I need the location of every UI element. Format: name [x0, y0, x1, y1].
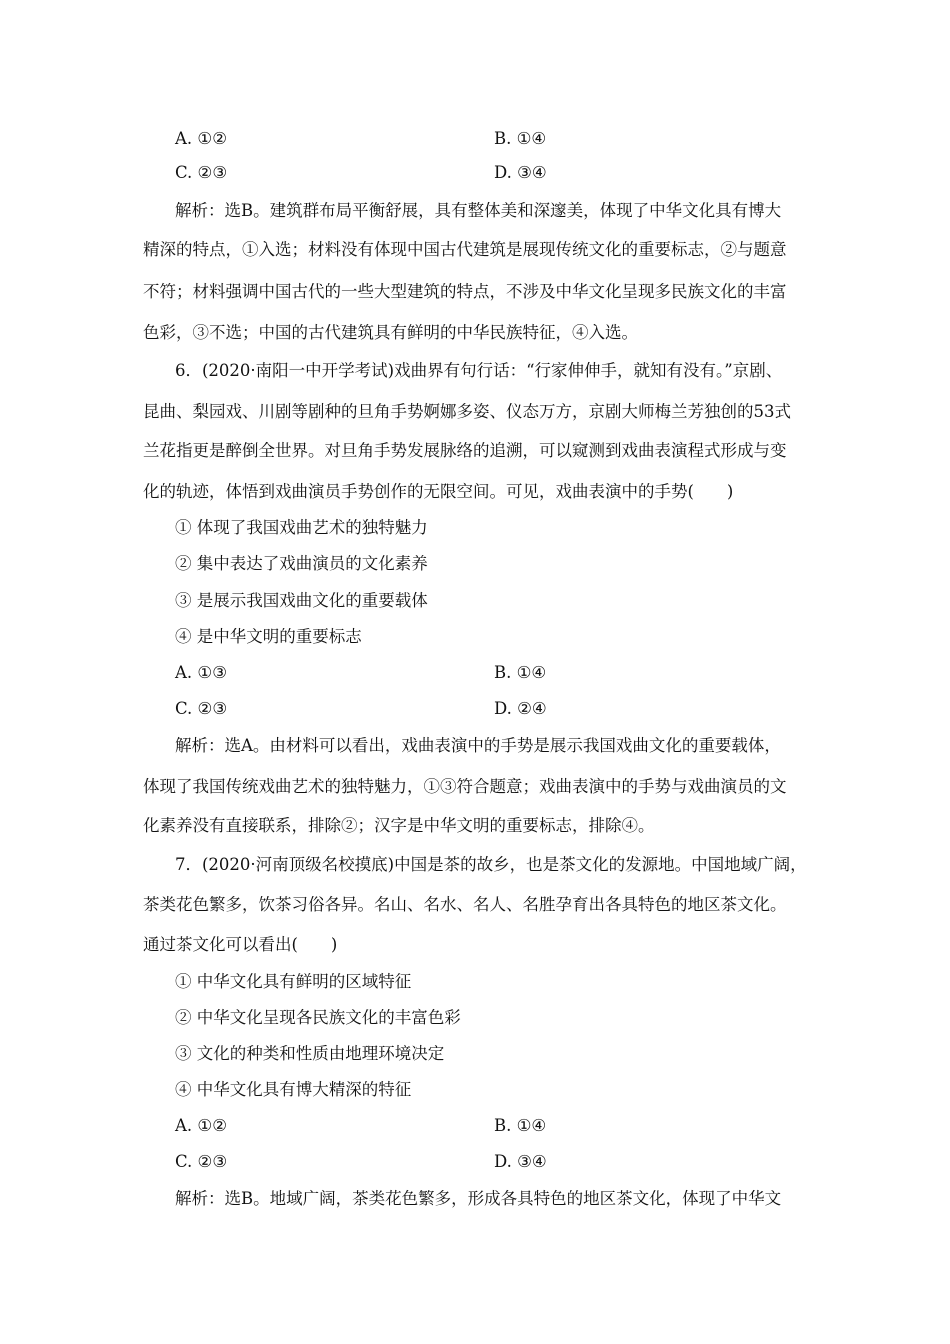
q7-option-a: A. ①②	[175, 1116, 227, 1135]
q6-analysis-line: 体现了我国传统戏曲艺术的独特魅力，①③符合题意；戏曲表演中的手势与戏曲演员的文	[143, 777, 787, 796]
q7-option-b: B. ①④	[494, 1116, 547, 1135]
q6-statement: ① 体现了我国戏曲艺术的独特魅力	[175, 518, 428, 537]
q6-statement: ④ 是中华文明的重要标志	[175, 627, 362, 646]
q5-option-a: A. ①②	[175, 129, 227, 148]
q7-stem-line: 茶类花色繁多，饮茶习俗各异。名山、名水、名人、名胜孕育出各具特色的地区茶文化。	[143, 895, 787, 914]
q7-stem-line: 通过茶文化可以看出( )	[143, 935, 338, 954]
q5-option-b: B. ①④	[494, 129, 547, 148]
q7-statement: ③ 文化的种类和性质由地理环境决定	[175, 1044, 445, 1063]
q7-stem-line: 7．(2020·河南顶级名校摸底)中国是茶的故乡，也是茶文化的发源地。中国地域广阔，	[175, 855, 807, 874]
q6-option-b: B. ①④	[494, 663, 547, 682]
q5-analysis-line: 色彩，③不选；中国的古代建筑具有鲜明的中华民族特征，④入选。	[143, 323, 638, 342]
q6-statement: ② 集中表达了戏曲演员的文化素养	[175, 554, 428, 573]
q6-stem-line: 6．(2020·南阳一中开学考试)戏曲界有句行话：“行家伸伸手，就知有没有。”京剧、	[175, 361, 783, 380]
q5-analysis-line: 精深的特点，①入选；材料没有体现中国古代建筑是展现传统文化的重要标志，②与题意	[143, 240, 787, 259]
q5-analysis-line: 不符；材料强调中国古代的一些大型建筑的特点，不涉及中华文化呈现多民族文化的丰富	[143, 282, 787, 301]
q6-stem-line: 兰花指更是醉倒全世界。对旦角手势发展脉络的追溯，可以窥测到戏曲表演程式形成与变	[143, 441, 787, 460]
q6-statement: ③ 是展示我国戏曲文化的重要载体	[175, 591, 428, 610]
q7-analysis-line: 解析：选B。地域广阔，茶类花色繁多，形成各具特色的地区茶文化，体现了中华文	[175, 1189, 782, 1208]
q7-option-d: D. ③④	[494, 1152, 547, 1171]
q7-statement: ② 中华文化呈现各民族文化的丰富色彩	[175, 1008, 461, 1027]
q6-stem-line: 昆曲、梨园戏、川剧等剧种的旦角手势婀娜多姿、仪态万方，京剧大师梅兰芳独创的53式	[143, 402, 791, 421]
q6-stem-line: 化的轨迹，体悟到戏曲演员手势创作的无限空间。可见，戏曲表演中的手势( )	[143, 482, 734, 501]
q6-option-a: A. ①③	[175, 663, 227, 682]
q6-analysis-line: 化素养没有直接联系，排除②；汉字是中华文明的重要标志，排除④。	[143, 816, 655, 835]
q5-option-c: C. ②③	[175, 163, 228, 182]
q6-analysis-line: 解析：选A。由材料可以看出，戏曲表演中的手势是展示我国戏曲文化的重要载体，	[175, 736, 781, 755]
q5-option-d: D. ③④	[494, 163, 547, 182]
q7-statement: ④ 中华文化具有博大精深的特征	[175, 1080, 412, 1099]
q6-option-c: C. ②③	[175, 699, 228, 718]
q7-option-c: C. ②③	[175, 1152, 228, 1171]
q5-analysis-line: 解析：选B。建筑群布局平衡舒展，具有整体美和深邃美，体现了中华文化具有博大	[175, 201, 782, 220]
q7-statement: ① 中华文化具有鲜明的区域特征	[175, 972, 412, 991]
q6-option-d: D. ②④	[494, 699, 547, 718]
